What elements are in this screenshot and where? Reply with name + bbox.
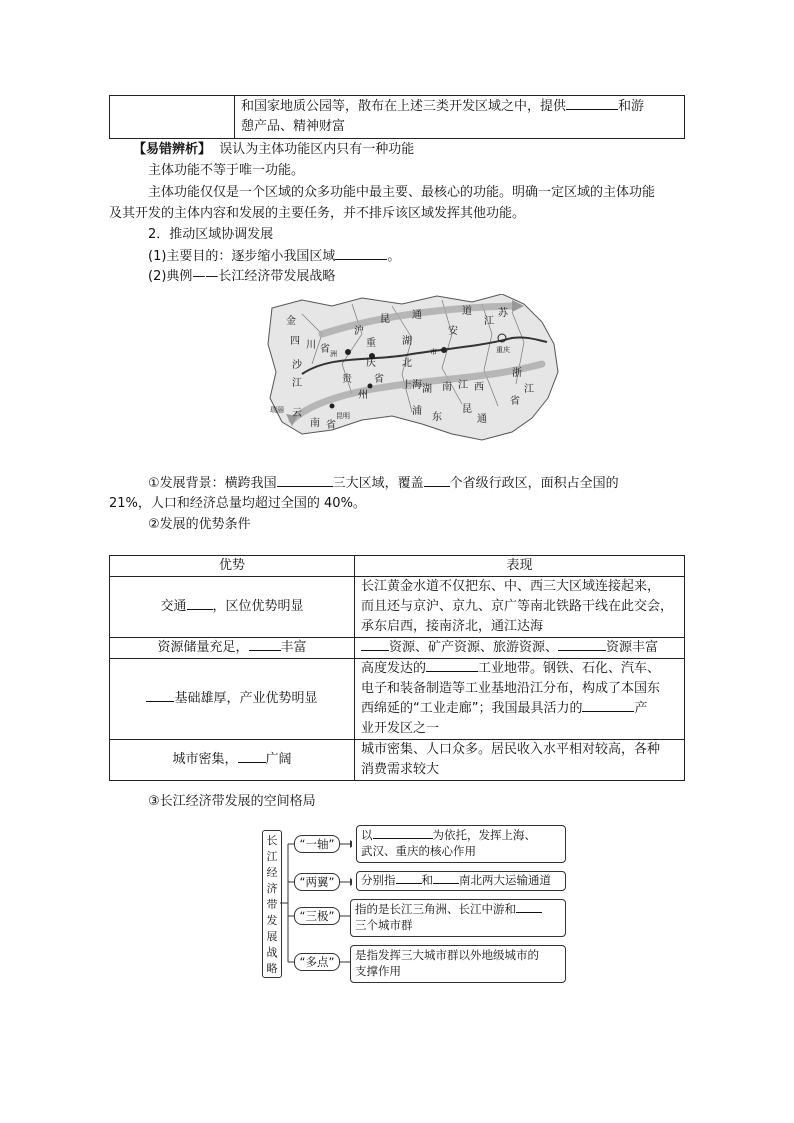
section-heading: 2．推动区域协调发展 — [148, 227, 274, 242]
city-marker-icon — [345, 349, 351, 355]
map-label: 湖 — [422, 384, 432, 395]
yangtze-map — [262, 294, 560, 442]
desc-text: 武汉、重庆的核心作用 — [361, 844, 476, 858]
cell-text: 交通 — [160, 599, 187, 614]
map-label: 市 — [430, 348, 437, 356]
table-row — [110, 577, 685, 638]
pattern-heading: ③长江经济带发展的空间格局 — [148, 794, 316, 809]
map-label: 通 — [412, 310, 422, 321]
performance-cell — [355, 740, 685, 781]
cell-line: 消费需求较大 — [361, 762, 440, 777]
root-char: 济 — [266, 882, 278, 895]
desc-two-wings — [356, 871, 566, 891]
fill-blank — [424, 474, 450, 487]
cell-text: 高度发达的 — [361, 661, 427, 676]
desc-text: 指的是长江三角洲、长江中游和 — [355, 902, 516, 916]
table-row — [110, 638, 685, 659]
desc-text: 是指发挥三大城市群以外地级城市的 — [355, 948, 539, 962]
root-char: 带 — [266, 898, 278, 911]
map-label: 江 — [484, 316, 494, 327]
advantage-cell — [110, 740, 355, 781]
map-label: 省 — [320, 344, 330, 355]
arrow-right-icon — [350, 840, 352, 848]
top-row-text-2: 憩产品、精神财富 — [241, 119, 346, 134]
fill-blank — [516, 902, 542, 913]
arrow-right-icon — [350, 878, 352, 886]
map-label: 重庆 — [496, 346, 510, 354]
fill-blank — [249, 638, 281, 651]
map-label: 江 — [524, 384, 534, 395]
map-label: 省 — [374, 374, 384, 385]
desc-text: 南北两大运输通道 — [459, 873, 551, 887]
cell-text: 资源储量充足， — [157, 640, 249, 655]
cell-text: 西绵延的“工业走廊”；我国最具活力的 — [361, 701, 583, 716]
cell-text: 广阔 — [265, 752, 292, 767]
section-item2: (2)典例——长江经济带发展战略 — [148, 269, 336, 284]
map-label: 省 — [326, 420, 336, 431]
map-label: 湖 — [402, 336, 412, 347]
bracket-lines — [280, 844, 294, 962]
map-label: 洲 — [330, 350, 337, 358]
fill-blank — [396, 873, 422, 884]
performance-cell — [355, 659, 685, 740]
cell-line: 城市密集、人口众多。居民收入水平相对较高，各种 — [361, 742, 661, 757]
cell-text: ，区位优势明显 — [212, 599, 304, 614]
desc-three-poles — [350, 899, 566, 937]
fill-blank — [426, 659, 478, 672]
advantage-cell — [110, 577, 355, 638]
root-char: 经 — [266, 866, 278, 879]
header-advantage: 优势 — [110, 556, 355, 577]
cell-line: 承东启西，接南济北，通江达海 — [361, 619, 544, 634]
map-label: 昆 — [380, 314, 390, 325]
tag-one-axis: “一轴” — [294, 835, 340, 853]
map-label: 省 — [510, 396, 520, 407]
arrow-lines — [338, 844, 350, 962]
fill-blank — [277, 474, 333, 487]
map-label: 贵 — [342, 374, 352, 385]
performance-cell — [355, 577, 685, 638]
background-a: ①发展背景：横跨我国 — [148, 476, 277, 491]
map-label: 江 — [458, 380, 468, 391]
map-label: 安 — [448, 326, 458, 337]
desc-text: 分别指 — [361, 873, 396, 887]
map-label: 南 — [310, 418, 320, 429]
diagram-root-text — [263, 831, 281, 977]
diagram-root-box — [262, 830, 282, 978]
fill-blank — [335, 247, 387, 260]
background-line — [148, 474, 619, 493]
cell-line: 业开发区之一 — [361, 721, 440, 736]
map-label: 通 — [477, 414, 487, 425]
cell-text: 工业地带。钢铁、石化、汽车、 — [478, 661, 661, 676]
map-label: 云 — [292, 408, 302, 419]
tag-multi-points: “多点” — [294, 953, 340, 971]
fill-blank — [582, 699, 634, 712]
city-marker-icon — [330, 404, 335, 409]
item1-end: 。 — [387, 249, 401, 264]
root-char: 展 — [266, 930, 278, 943]
root-char: 发 — [266, 914, 278, 927]
map-label: 苏 — [498, 308, 508, 319]
table-header-row — [110, 556, 685, 577]
map-label: 浦 — [412, 406, 422, 417]
error-tip-line1: 主体功能不等于唯一功能。 — [148, 163, 305, 178]
error-tip-line2: 主体功能仅仅是一个区域的众多功能中最主要、最核心的功能。明确一定区域的主体功能 — [148, 185, 656, 200]
desc-text: 和 — [421, 873, 433, 887]
map-label: 沙 — [292, 360, 302, 371]
error-tip-label: 【易错辨析】 — [133, 142, 212, 157]
item1-text: (1)主要目的：逐步缩小我国区域 — [148, 249, 336, 264]
map-label: 庆 — [366, 358, 376, 369]
advantage-table — [109, 555, 685, 781]
city-marker-icon — [441, 347, 447, 353]
background-c: 个省级行政区，面积占全国的 — [449, 476, 619, 491]
map-label: 北 — [402, 358, 412, 369]
fill-blank — [238, 750, 266, 763]
fill-blank — [566, 97, 618, 110]
map-label: 昆明 — [336, 412, 350, 420]
cell-text: 资源丰富 — [606, 640, 659, 655]
cell-text: 产 — [634, 701, 648, 716]
map-label: 州 — [358, 390, 368, 401]
fill-blank — [361, 638, 389, 651]
top-table-right-cell — [235, 96, 685, 139]
error-tip-title: 误认为主体功能区内只有一种功能 — [219, 142, 415, 157]
map-label: 四 — [290, 336, 300, 347]
map-label: 浙 — [512, 368, 522, 379]
fill-blank — [558, 638, 606, 651]
advantage-heading: ②发展的优势条件 — [148, 517, 251, 532]
fill-blank — [373, 828, 433, 839]
cell-text: 城市密集， — [172, 752, 238, 767]
city-marker-icon — [368, 384, 373, 389]
error-tip-line3: 及其开发的主体内容和发展的主要任务，并不排斥该区域发挥其他功能。 — [109, 206, 526, 221]
tag-three-poles: “三极” — [294, 907, 340, 925]
advantage-cell — [110, 638, 355, 659]
map-label: 昆 — [462, 404, 472, 415]
error-tip-heading — [133, 141, 414, 159]
root-char: 略 — [266, 962, 278, 975]
background-b: 三大区域，覆盖 — [332, 476, 424, 491]
top-table-left-cell — [110, 96, 235, 139]
cell-text: 基础雄厚，产业优势明显 — [174, 691, 318, 706]
fill-blank — [433, 873, 459, 884]
performance-cell — [355, 638, 685, 659]
map-label: 瑞丽 — [270, 406, 284, 414]
background-d: 21%，人口和经济总量均超过全国的 40%。 — [109, 496, 366, 511]
header-performance: 表现 — [355, 556, 685, 577]
fill-blank — [146, 689, 174, 702]
desc-text: 三个城市群 — [355, 918, 413, 932]
top-table — [109, 95, 685, 139]
desc-text: 以 — [361, 828, 373, 842]
desc-one-axis — [356, 825, 566, 863]
root-char: 江 — [266, 850, 278, 863]
desc-text: 支撑作用 — [355, 964, 401, 978]
map-label: 西 — [474, 382, 484, 393]
table-row — [110, 740, 685, 781]
map-label: 江 — [292, 378, 302, 389]
cell-line: 长江黄金水道不仅把东、中、西三大区域连接起来， — [361, 579, 661, 594]
map-label: 东 — [432, 412, 442, 423]
cell-line: 而且还与京沪、京九、京广等南北铁路干线在此交会， — [361, 599, 674, 614]
map-label: 道 — [462, 306, 472, 317]
map-label: 金 — [286, 316, 296, 327]
map-label: 川 — [306, 340, 316, 351]
root-char: 战 — [266, 946, 278, 959]
section-item1 — [148, 247, 400, 266]
table-row — [110, 659, 685, 740]
desc-text: 为依托，发挥上海、 — [432, 828, 536, 842]
map-label: 沪 — [354, 326, 364, 337]
advantage-cell — [110, 659, 355, 740]
cell-line: 电子和装备制造等工业基地沿江分布，构成了本国东 — [361, 681, 661, 696]
root-char: 长 — [266, 834, 278, 847]
cell-text: 丰富 — [280, 640, 307, 655]
tag-two-wings: “两翼” — [294, 873, 340, 891]
desc-multi-points — [350, 945, 566, 983]
top-row-text-1: 和国家地质公园等，散布在上述三类开发区域之中，提供 — [241, 99, 567, 114]
fill-blank — [187, 597, 213, 610]
map-label: 南 — [442, 382, 452, 393]
cell-text: 资源、矿产资源、旅游资源、 — [389, 640, 559, 655]
map-label: 重 — [366, 338, 376, 349]
top-row-text-1-tail: 和游 — [618, 99, 645, 114]
map-label: 上海 — [402, 380, 422, 391]
